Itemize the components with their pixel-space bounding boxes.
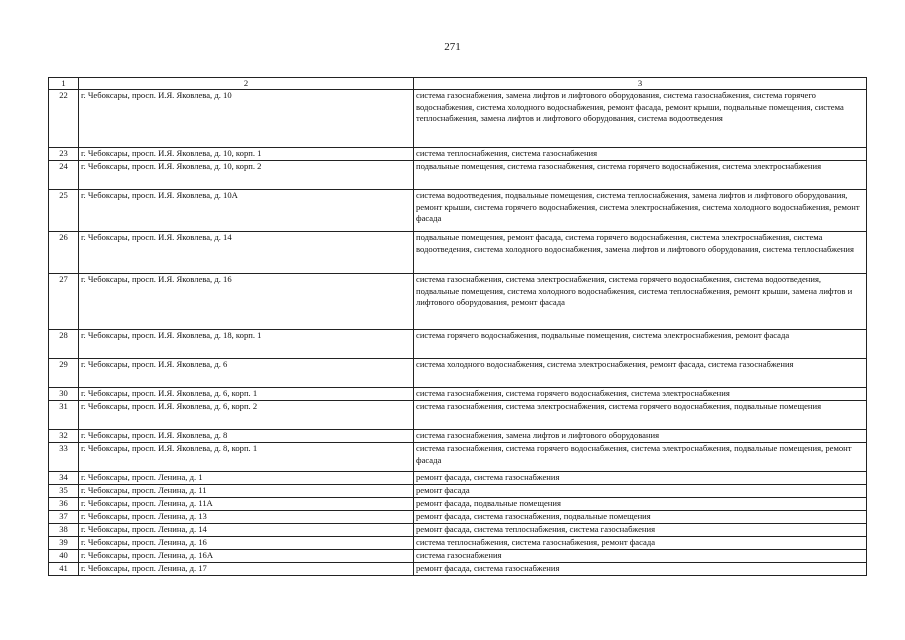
- row-works: ремонт фасада, подвальные помещения: [414, 498, 867, 511]
- row-number: 36: [49, 498, 79, 511]
- table-row: [49, 537, 867, 550]
- table-row: [49, 401, 867, 430]
- row-number: 25: [49, 190, 79, 232]
- row-number: 33: [49, 443, 79, 472]
- row-works: система газоснабжения, система горячего водоснабжения, система электроснабжения, подвальные помещения, ремонт фасада: [414, 443, 867, 472]
- table-row: [49, 190, 867, 232]
- row-number: 23: [49, 148, 79, 161]
- table-row: [49, 511, 867, 524]
- row-works: система холодного водоснабжения, система электроснабжения, ремонт фасада, система газоснабжения: [414, 359, 867, 388]
- row-works: подвальные помещения, ремонт фасада, система горячего водоснабжения, система электроснабжения, система водоотведения, система холодного водоснабжения, замена лифтов и лифтового оборудования, система теплоснабжения: [414, 232, 867, 274]
- table-row: [49, 524, 867, 537]
- row-number: 29: [49, 359, 79, 388]
- row-works: ремонт фасада, система газоснабжения: [414, 563, 867, 576]
- row-address: г. Чебоксары, просп. И.Я. Яковлева, д. 18, корп. 1: [79, 330, 414, 359]
- table-header-row: [49, 78, 867, 90]
- row-works: подвальные помещения, система газоснабжения, система горячего водоснабжения, система электроснабжения: [414, 161, 867, 190]
- table-row: [49, 232, 867, 274]
- column-header-3: 3: [414, 78, 867, 90]
- row-number: 38: [49, 524, 79, 537]
- table-row: [49, 359, 867, 388]
- row-address: г. Чебоксары, просп. И.Я. Яковлева, д. 6, корп. 2: [79, 401, 414, 430]
- row-address: г. Чебоксары, просп. Ленина, д. 17: [79, 563, 414, 576]
- table-row: [49, 443, 867, 472]
- row-address: г. Чебоксары, просп. Ленина, д. 13: [79, 511, 414, 524]
- row-address: г. Чебоксары, просп. И.Я. Яковлева, д. 10: [79, 90, 414, 148]
- row-number: 37: [49, 511, 79, 524]
- row-works: ремонт фасада: [414, 485, 867, 498]
- row-works: система газоснабжения, система горячего водоснабжения, система электроснабжения: [414, 388, 867, 401]
- row-works: система горячего водоснабжения, подвальные помещения, система электроснабжения, ремонт фасада: [414, 330, 867, 359]
- table-row: [49, 388, 867, 401]
- row-number: 24: [49, 161, 79, 190]
- row-number: 30: [49, 388, 79, 401]
- row-works: система газоснабжения, замена лифтов и лифтового оборудования: [414, 430, 867, 443]
- row-works: система теплоснабжения, система газоснабжения: [414, 148, 867, 161]
- row-address: г. Чебоксары, просп. И.Я. Яковлева, д. 6, корп. 1: [79, 388, 414, 401]
- row-address: г. Чебоксары, просп. И.Я. Яковлева, д. 14: [79, 232, 414, 274]
- row-works: система газоснабжения, система электроснабжения, система горячего водоснабжения, подвальные помещения: [414, 401, 867, 430]
- row-number: 32: [49, 430, 79, 443]
- row-works: система газоснабжения, замена лифтов и лифтового оборудования, система газоснабжения, система горячего водоснабжения, система холодного водоснабжения, ремонт фасада, ремонт крыши, подвальные помещения, система теплоснабжения, замена лифтов и лифтового оборудования, система водоотведения: [414, 90, 867, 148]
- row-address: г. Чебоксары, просп. И.Я. Яковлева, д. 16: [79, 274, 414, 330]
- table-row: [49, 274, 867, 330]
- row-works: ремонт фасада, система теплоснабжения, система газоснабжения: [414, 524, 867, 537]
- table-row: [49, 485, 867, 498]
- addresses-table: [48, 77, 867, 576]
- table-row: [49, 430, 867, 443]
- column-header-2: 2: [79, 78, 414, 90]
- row-number: 26: [49, 232, 79, 274]
- row-address: г. Чебоксары, просп. Ленина, д. 11А: [79, 498, 414, 511]
- row-number: 40: [49, 550, 79, 563]
- row-works: ремонт фасада, система газоснабжения: [414, 472, 867, 485]
- row-works: система водоотведения, подвальные помещения, система теплоснабжения, замена лифтов и лифтового оборудования, ремонт крыши, система горячего водоснабжения, система электроснабжения, система холодного водоснабжения, ремонт фасада: [414, 190, 867, 232]
- row-address: г. Чебоксары, просп. И.Я. Яковлева, д. 8: [79, 430, 414, 443]
- row-address: г. Чебоксары, просп. Ленина, д. 16А: [79, 550, 414, 563]
- table-row: [49, 550, 867, 563]
- table-row: [49, 563, 867, 576]
- row-number: 34: [49, 472, 79, 485]
- row-number: 28: [49, 330, 79, 359]
- row-address: г. Чебоксары, просп. И.Я. Яковлева, д. 10, корп. 1: [79, 148, 414, 161]
- column-header-1: 1: [49, 78, 79, 90]
- table-row: [49, 498, 867, 511]
- row-address: г. Чебоксары, просп. И.Я. Яковлева, д. 8, корп. 1: [79, 443, 414, 472]
- table-row: [49, 90, 867, 148]
- page-number: 271: [444, 41, 461, 53]
- row-address: г. Чебоксары, просп. И.Я. Яковлева, д. 6: [79, 359, 414, 388]
- row-works: система газоснабжения, система электроснабжения, система горячего водоснабжения, система водоотведения, подвальные помещения, система холодного водоснабжения, система теплоснабжения, ремонт крыши, замена лифтов и лифтового оборудования, ремонт фасада: [414, 274, 867, 330]
- row-address: г. Чебоксары, просп. Ленина, д. 14: [79, 524, 414, 537]
- table-row: [49, 148, 867, 161]
- table-row: [49, 330, 867, 359]
- row-address: г. Чебоксары, просп. Ленина, д. 1: [79, 472, 414, 485]
- row-number: 31: [49, 401, 79, 430]
- row-number: 39: [49, 537, 79, 550]
- row-works: ремонт фасада, система газоснабжения, подвальные помещения: [414, 511, 867, 524]
- row-address: г. Чебоксары, просп. И.Я. Яковлева, д. 10, корп. 2: [79, 161, 414, 190]
- row-works: система газоснабжения: [414, 550, 867, 563]
- row-address: г. Чебоксары, просп. Ленина, д. 11: [79, 485, 414, 498]
- row-number: 27: [49, 274, 79, 330]
- row-number: 35: [49, 485, 79, 498]
- row-address: г. Чебоксары, просп. И.Я. Яковлева, д. 10А: [79, 190, 414, 232]
- table-row: [49, 161, 867, 190]
- row-works: система теплоснабжения, система газоснабжения, ремонт фасада: [414, 537, 867, 550]
- row-address: г. Чебоксары, просп. Ленина, д. 16: [79, 537, 414, 550]
- row-number: 22: [49, 90, 79, 148]
- row-number: 41: [49, 563, 79, 576]
- table-row: [49, 472, 867, 485]
